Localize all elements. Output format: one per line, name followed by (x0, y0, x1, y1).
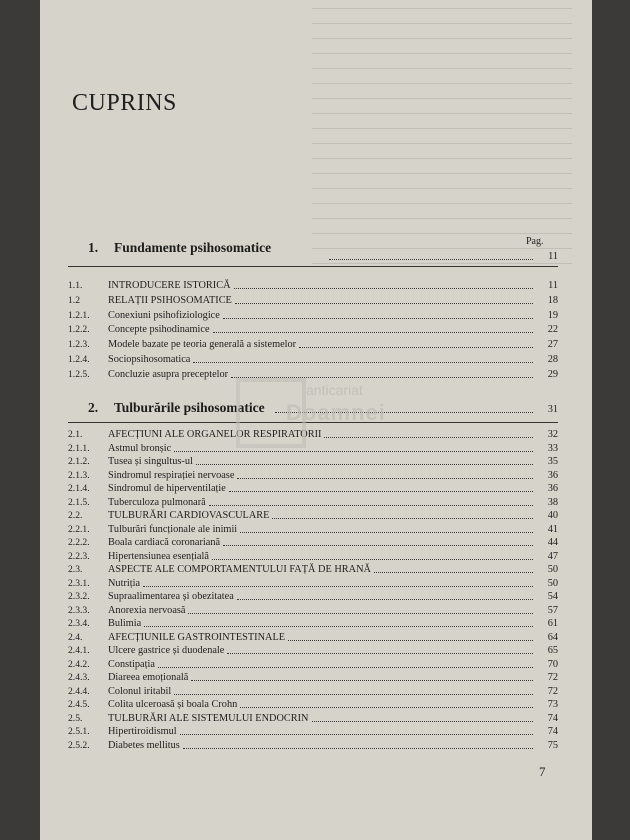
toc-entry-page: 27 (547, 339, 558, 351)
toc-entry (68, 725, 558, 738)
toc-entry-number: 2.1.5. (68, 496, 90, 508)
dot-leader (272, 518, 533, 519)
toc-entry-title: RELAȚII PSIHOSOMATICE (108, 294, 232, 306)
section-title: Fundamente psihosomatice (114, 240, 272, 255)
toc-entry (68, 590, 558, 603)
toc-entry-number: 2.4. (68, 631, 83, 643)
dot-leader (158, 667, 533, 668)
dot-leader (213, 332, 533, 333)
toc-entry (68, 671, 558, 684)
toc-entry-page: 50 (547, 577, 558, 589)
toc-entry-number: 1.2.1. (68, 309, 90, 321)
toc-entry-title: AFECȚIUNI ALE ORGANELOR RESPIRATORII (108, 429, 322, 440)
toc-entry-page: 72 (547, 672, 558, 683)
toc-entry-number: 1.2.4. (68, 354, 90, 365)
toc-entry-number: 2.3.2. (68, 591, 90, 602)
toc-entry-page: 74 (547, 712, 558, 724)
toc-entry-page: 19 (547, 309, 558, 321)
dot-leader (227, 653, 533, 654)
dot-leader (196, 464, 533, 465)
toc-entry (68, 309, 558, 322)
toc-entry-page: 38 (547, 496, 558, 508)
toc-entry-title: Conexiuni psihofiziologice (108, 309, 220, 321)
toc-entry (68, 455, 558, 468)
toc-entry (68, 509, 558, 522)
toc-entry-page: 54 (547, 591, 558, 602)
dot-leader (188, 613, 533, 614)
toc-entry-number: 2.2.1. (68, 523, 90, 535)
toc-entry (68, 604, 558, 617)
toc-entry-page: 70 (547, 658, 558, 670)
dot-leader (240, 532, 533, 533)
toc-entry-number: 2.1.1. (68, 442, 90, 454)
toc-entry-number: 2.4.5. (68, 699, 90, 710)
dot-leader (191, 680, 533, 681)
toc-entry-page: 61 (547, 618, 558, 629)
toc-entry-number: 2.4.1. (68, 645, 90, 656)
toc-entry-number: 1.2.5. (68, 368, 90, 380)
toc-entry-page: 11 (548, 280, 558, 291)
toc-entry-title: Concluzie asupra preceptelor (108, 368, 229, 380)
toc-entry-number: 1.1. (68, 280, 83, 291)
section-page: 11 (548, 251, 558, 262)
toc-entry-page: 74 (547, 726, 558, 737)
toc-entry (68, 323, 558, 336)
toc-entry-title: Tuberculoza pulmonară (108, 496, 206, 508)
toc-entry-number: 2.4.4. (68, 685, 90, 697)
toc-entry-number: 2.1.4. (68, 483, 90, 494)
dot-leader (212, 559, 533, 560)
toc-entry-page: 28 (547, 354, 558, 365)
dot-leader (180, 734, 533, 735)
toc-entry-page: 57 (547, 604, 558, 616)
toc-entry (68, 279, 558, 292)
toc-entry (68, 658, 558, 671)
toc-entry-title: Modele bazate pe teoria generală a sistemelor (108, 339, 297, 351)
toc-entry-page: 18 (547, 294, 558, 306)
bleed-through-text (312, 8, 572, 308)
toc-entry-page: 41 (547, 523, 558, 535)
watermark-text-2: Doamnei (286, 400, 386, 425)
pag-label: Pag. (526, 236, 544, 247)
toc-entry (68, 644, 558, 657)
section-1-page-row (326, 250, 558, 263)
dot-leader (299, 347, 533, 348)
toc-entry (68, 631, 558, 644)
section-number: 2. (88, 400, 99, 415)
toc-entry-title: Nutriția (108, 577, 141, 589)
dot-leader (234, 288, 533, 289)
toc-entry-number: 2.4.3. (68, 672, 90, 683)
toc-entry-number: 2.3.3. (68, 604, 90, 616)
toc-entry-number: 2.2.3. (68, 550, 90, 562)
toc-entry-title: Sindromul respirației nervoase (108, 469, 235, 481)
toc-entry-number: 2.1. (68, 429, 83, 440)
dot-leader (193, 362, 533, 363)
toc-entry-title: Hipertensiunea esențială (108, 550, 209, 562)
toc-entry-title: Concepte psihodinamice (108, 324, 210, 336)
toc-entry (68, 536, 558, 549)
toc-entry-title: ASPECTE ALE COMPORTAMENTULUI FAȚĂ DE HRANĂ (108, 564, 371, 575)
toc-entry-title: Diabetes mellitus (108, 739, 180, 751)
toc-entry-number: 2.1.3. (68, 469, 90, 481)
toc-entry-number: 2.3.1. (68, 577, 90, 589)
toc-entry-number: 1.2.2. (68, 324, 90, 336)
dot-leader (288, 640, 533, 641)
dot-leader (144, 626, 533, 627)
toc-entry (68, 698, 558, 711)
toc-entry-title: TULBURĂRI CARDIOVASCULARE (108, 510, 270, 521)
toc-entry-title: Supraalimentarea și obezitatea (108, 591, 234, 602)
dot-leader (174, 451, 533, 452)
toc-entry-title: Bulimia (108, 618, 142, 629)
dot-leader (374, 572, 533, 573)
watermark-text-1: anticariat (306, 382, 363, 398)
page-number: 7 (539, 764, 546, 779)
dot-leader (209, 505, 533, 506)
toc-entry-title: Boala cardiacă coronariană (108, 537, 221, 548)
toc-entry-page: 36 (547, 483, 558, 494)
toc-entry-number: 2.3. (68, 564, 83, 575)
toc-entry (68, 550, 558, 563)
toc-entry (68, 523, 558, 536)
toc-entry-title: Hipertiroidismul (108, 726, 177, 737)
toc-entry-number: 2.5.2. (68, 739, 90, 751)
watermark (236, 378, 446, 448)
toc-entry (68, 338, 558, 351)
toc-entry-title: Constipația (108, 658, 155, 670)
section-title: Tulburările psihosomatice (114, 400, 265, 415)
page-title: CUPRINS (72, 90, 177, 116)
toc-entry (68, 482, 558, 495)
toc-entry-title: Diareea emoțională (108, 672, 189, 683)
toc-entry (68, 739, 558, 752)
section-divider (68, 266, 558, 267)
toc-entry-page: 32 (547, 429, 558, 440)
toc-entry (68, 469, 558, 482)
toc-entry-title: Astmul bronșic (108, 442, 172, 454)
toc-entry-title: Colonul iritabil (108, 685, 172, 697)
toc-entry-title: INTRODUCERE ISTORICĂ (108, 280, 231, 291)
dot-leader (235, 303, 533, 304)
toc-entry-title: Anorexia nervoasă (108, 604, 186, 616)
toc-entry-page: 72 (547, 685, 558, 697)
toc-entry-title: Sindromul de hiperventilație (108, 483, 226, 494)
toc-entry-number: 1.2.3. (68, 339, 90, 351)
toc-entry-number: 2.2. (68, 510, 83, 521)
toc-entry (68, 294, 558, 307)
toc-entry-page: 50 (547, 564, 558, 575)
toc-entry (68, 496, 558, 509)
toc-entry-number: 2.5.1. (68, 726, 90, 737)
toc-entry-title: Ulcere gastrice și duodenale (108, 645, 225, 656)
dot-leader (229, 491, 533, 492)
toc-entry-page: 44 (547, 537, 558, 548)
toc-entry-number: 2.2.2. (68, 537, 90, 548)
book-page (40, 0, 592, 840)
toc-entry-number: 2.3.4. (68, 618, 90, 629)
toc-entry-title: AFECȚIUNILE GASTROINTESTINALE (108, 631, 286, 643)
toc-entry (68, 577, 558, 590)
dot-leader (237, 599, 533, 600)
toc-entry-title: Colita ulceroasă și boala Crohn (108, 699, 238, 710)
toc-entry-page: 73 (547, 699, 558, 710)
section-page: 31 (547, 404, 558, 415)
toc-entry-page: 29 (547, 368, 558, 380)
dot-leader (223, 545, 533, 546)
toc-entry-number: 2.4.2. (68, 658, 90, 670)
dot-leader (312, 721, 534, 722)
toc-entry-page: 47 (547, 550, 558, 562)
toc-entry-page: 22 (547, 324, 558, 336)
toc-entry-title: Tusea și singultus-ul (108, 456, 193, 467)
section-number: 1. (88, 240, 99, 255)
dot-leader (174, 694, 533, 695)
toc-entry (68, 353, 558, 366)
dot-leader (237, 478, 533, 479)
toc-entry-page: 64 (547, 631, 558, 643)
toc-entry-page: 33 (547, 442, 558, 454)
toc-entry-number: 2.5. (68, 712, 83, 724)
section-heading-1 (88, 240, 271, 256)
toc-entry-page: 36 (547, 469, 558, 481)
toc-entry-page: 35 (547, 456, 558, 467)
dot-leader (240, 707, 533, 708)
dot-leader (183, 748, 533, 749)
toc-entry-number: 2.1.2. (68, 456, 90, 467)
toc-entry-page: 75 (547, 739, 558, 751)
toc-entry (68, 563, 558, 576)
toc-entry-page: 40 (547, 510, 558, 521)
dot-leader (223, 318, 533, 319)
toc-entry-title: TULBURĂRI ALE SISTEMULUI ENDOCRIN (108, 712, 309, 724)
toc-entry (68, 685, 558, 698)
toc-entry-number: 1.2 (68, 294, 80, 306)
toc-entry (68, 617, 558, 630)
toc-entry-page: 65 (547, 645, 558, 656)
toc-entry-title: Tulburări funcționale ale inimii (108, 523, 238, 535)
dot-leader (143, 586, 533, 587)
toc-entry-title: Sociopsihosomatica (108, 354, 191, 365)
toc-entry (68, 712, 558, 725)
